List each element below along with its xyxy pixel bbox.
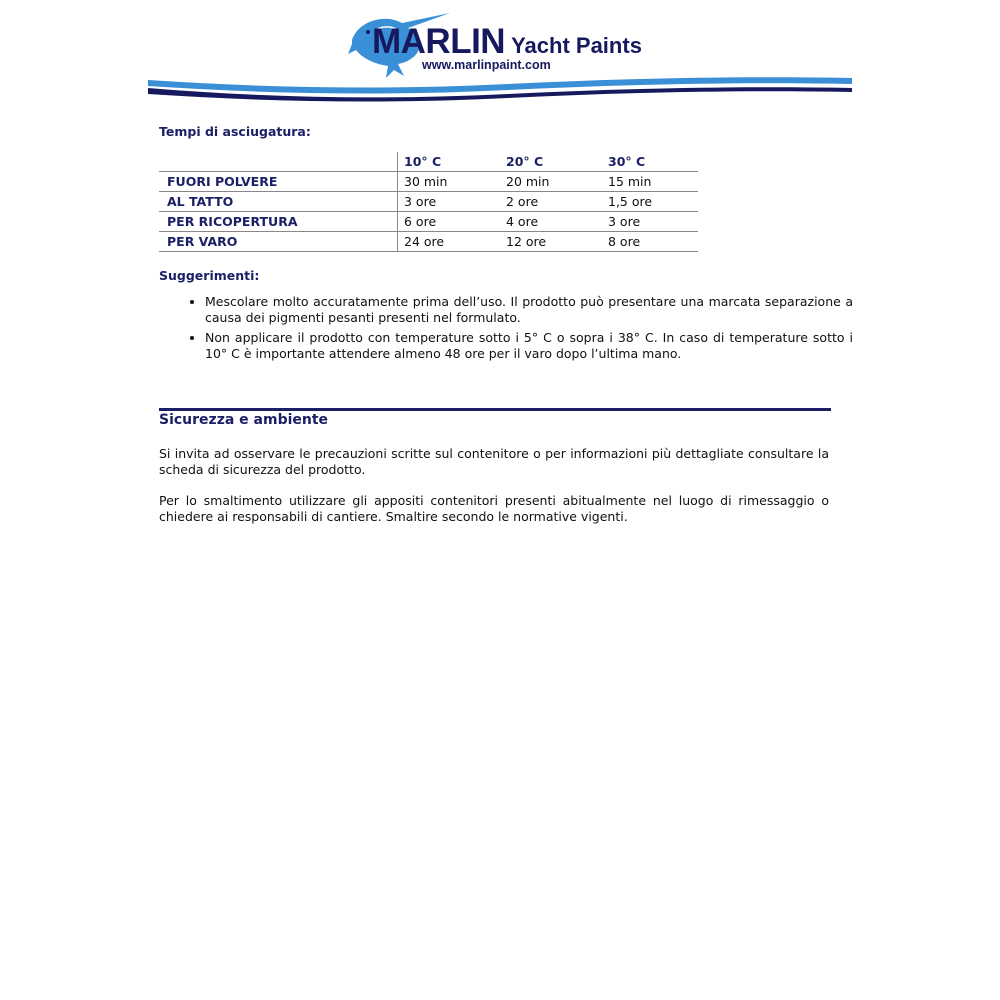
table-header-cell: 10° C: [398, 152, 501, 172]
table-row: [159, 232, 698, 252]
list-item: • Non applicare il prodotto con temperature sotto i 5° C o sopra i 38° C. In caso di temperature sotto i 10° C è importante attendere almeno 48 ore per il varo dopo l’ultima mano.: [205, 330, 853, 362]
tips-heading: Suggerimenti:: [159, 268, 260, 283]
safety-paragraph: Si invita ad osservare le precauzioni scritte sul contenitore o per informazioni più dettagliate consultare la scheda di sicurezza del prodotto.: [159, 446, 829, 477]
drying-times-heading: Tempi di asciugatura:: [159, 124, 311, 139]
table-cell: 8 ore: [602, 232, 698, 252]
table-cell: 6 ore: [398, 212, 501, 232]
table-cell: 1,5 ore: [602, 192, 698, 212]
safety-heading: Sicurezza e ambiente: [159, 412, 329, 428]
table-cell: 4 ore: [500, 212, 602, 232]
section-divider: [159, 408, 831, 411]
table-cell: 30 min: [398, 172, 501, 192]
table-row: [159, 192, 698, 212]
table-row: [159, 172, 698, 192]
row-label: PER RICOPERTURA: [159, 212, 398, 232]
table-cell: 3 ore: [602, 212, 698, 232]
table-header-cell: 30° C: [602, 152, 698, 172]
table-cell: 20 min: [500, 172, 602, 192]
table-cell: 12 ore: [500, 232, 602, 252]
table-cell: 24 ore: [398, 232, 501, 252]
disposal-paragraph: Per lo smaltimento utilizzare gli appositi contenitori presenti abitualmente nel luogo di rimessaggio o chiedere ai responsabili di cantiere. Smaltire secondo le normative vigenti.: [159, 493, 829, 524]
brand-url: www.marlinpaint.com: [422, 58, 551, 72]
row-label: FUORI POLVERE: [159, 172, 398, 192]
table-header-cell: [159, 152, 398, 172]
brand-name: MARLIN: [372, 22, 506, 61]
table-cell: 3 ore: [398, 192, 501, 212]
table-header-cell: 20° C: [500, 152, 602, 172]
drying-times-table: [159, 152, 698, 252]
row-label: PER VARO: [159, 232, 398, 252]
tips-list: [181, 294, 853, 366]
wave-divider: [148, 68, 852, 104]
page-header: [148, 8, 852, 96]
brand: [372, 22, 642, 62]
list-item: • Mescolare molto accuratamente prima dell’uso. Il prodotto può presentare una marcata separazione a causa dei pigmenti pesanti presenti nel formulato.: [205, 294, 853, 326]
table-row: [159, 212, 698, 232]
brand-subtitle: Yacht Paints: [511, 33, 642, 58]
table-cell: 2 ore: [500, 192, 602, 212]
table-header-row: [159, 152, 698, 172]
row-label: AL TATTO: [159, 192, 398, 212]
table-cell: 15 min: [602, 172, 698, 192]
